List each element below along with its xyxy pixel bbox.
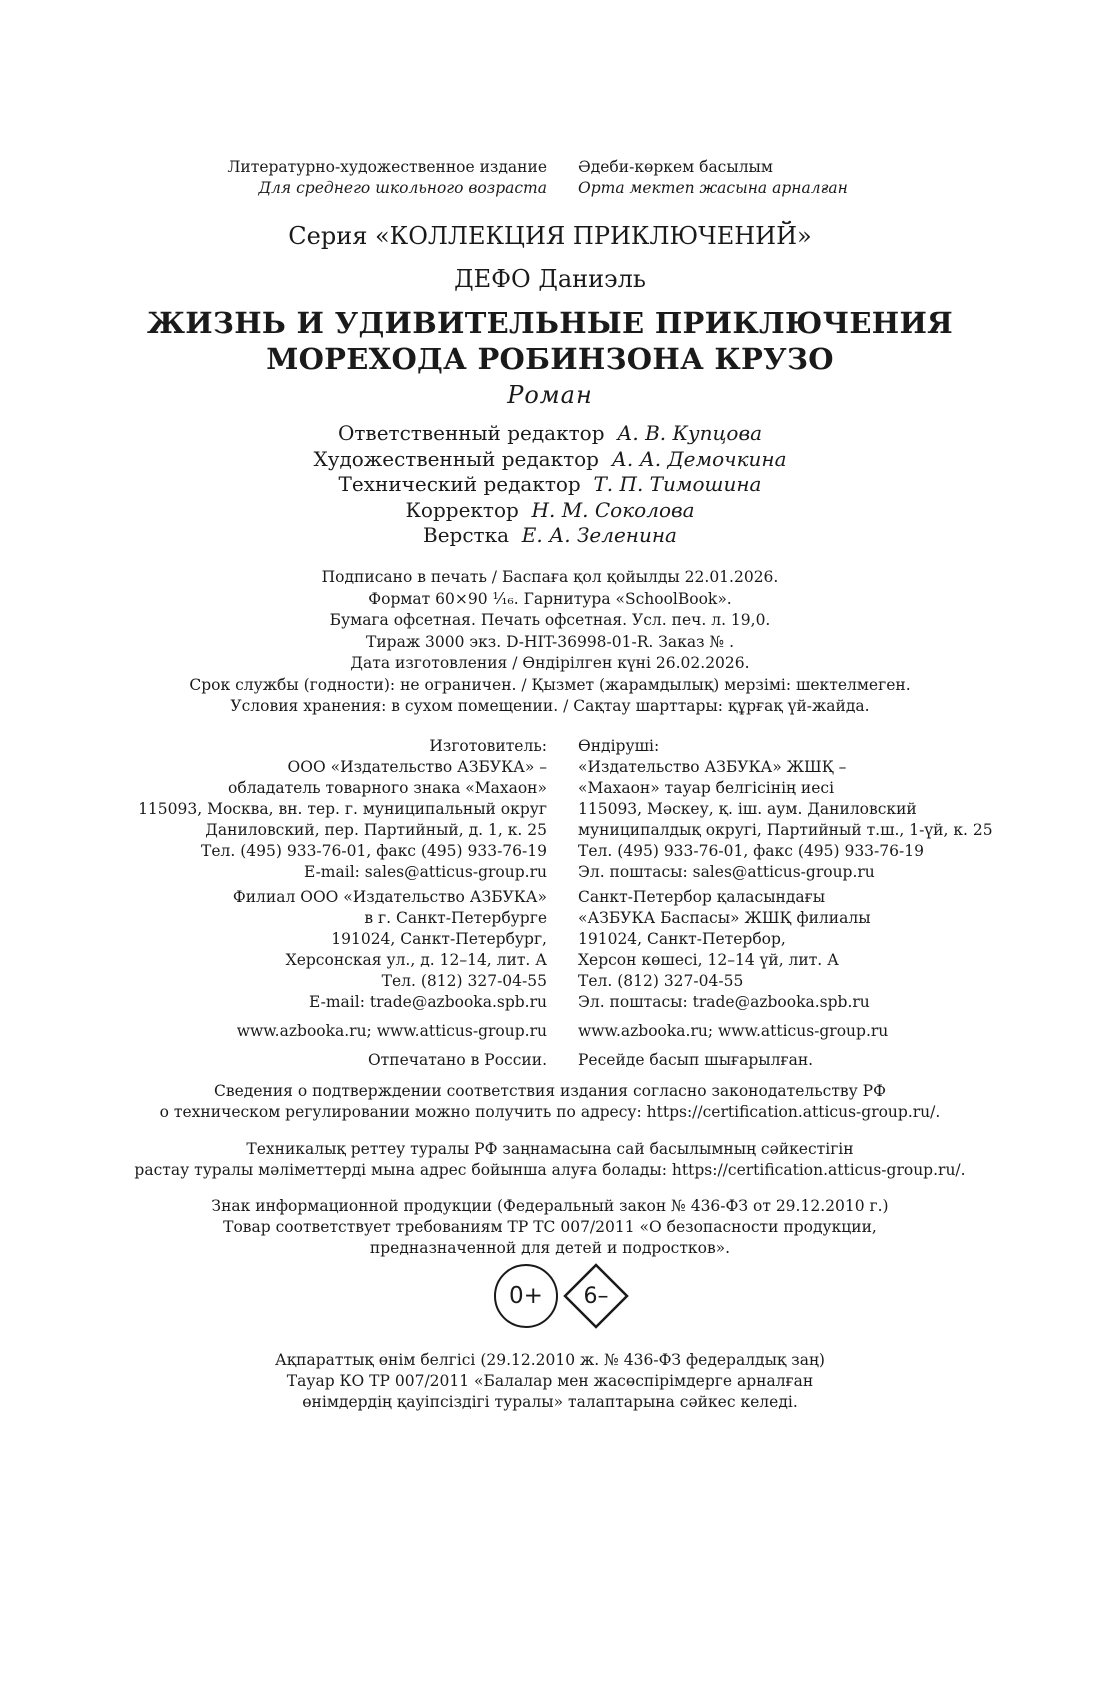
branch-ru-line: E-mail: trade@azbooka.spb.ru	[309, 993, 547, 1011]
age-group-ru: Для среднего школьного возраста	[258, 179, 547, 197]
staff-row	[0, 523, 1100, 549]
printed-in-ru: Отпечатано в России.	[367, 1051, 547, 1069]
staff-person: Н. М. Соколова	[531, 497, 695, 522]
manufacturer-ru-line: обладатель товарного знака «Махаон»	[228, 779, 547, 797]
manufacturer-kz-line: 115093, Мәскеу, қ. іш. аум. Даниловский	[578, 800, 917, 818]
print-info-line: Условия хранения: в сухом помещении. / Сақтау шарттары: құрғақ үй-жайда.	[230, 697, 870, 715]
info-product-ru-line: Товар соответствует требованиям ТР ТС 007/2011 «О безопасности продукции,	[223, 1218, 877, 1236]
manufacturer-kz-line: Эл. поштасы: sales@atticus-group.ru	[578, 863, 875, 881]
branch-kz-line: «АЗБУКА Баспасы» ЖШҚ филиалы	[578, 909, 871, 927]
info-product-kz	[0, 1350, 1100, 1413]
branch-kz-line: Санкт-Петербор қаласындағы	[578, 888, 826, 906]
age-rating-circle-badge	[494, 1264, 558, 1328]
branch-ru-line: в г. Санкт-Петербурге	[364, 909, 547, 927]
staff-row	[0, 421, 1100, 447]
print-info	[0, 567, 1100, 718]
header-right	[578, 157, 848, 199]
age-group-kz: Орта мектеп жасына арналған	[578, 179, 848, 197]
branch-kz-line: 191024, Санкт-Петербор,	[578, 930, 786, 948]
info-product-kz-line: өнімдердің қауіпсіздігі туралы» талаптарына сәйкес келеді.	[302, 1393, 798, 1411]
manufacturer-ru-line: E-mail: sales@atticus-group.ru	[303, 863, 547, 881]
staff-role: Технический редактор	[338, 472, 581, 496]
branch-ru-line: 191024, Санкт-Петербург,	[331, 930, 547, 948]
print-info-line: Бумага офсетная. Печать офсетная. Усл. печ. л. 19,0.	[329, 611, 771, 629]
header-left	[227, 157, 547, 199]
manufacturer-kz-line: «Махаон» тауар белгісінің иесі	[578, 779, 835, 797]
book-title	[0, 305, 1100, 377]
series-name: Серия «КОЛЛЕКЦИЯ ПРИКЛЮЧЕНИЙ»	[288, 222, 812, 250]
manufacturer-ru-line: Тел. (495) 933-76-01, факс (495) 933-76-19	[201, 842, 547, 860]
branch-kz-line: Тел. (812) 327-04-55	[578, 972, 744, 990]
staff-list	[0, 421, 1100, 549]
staff-role: Художественный редактор	[313, 446, 599, 471]
branch-ru	[233, 887, 547, 1013]
websites-ru: www.azbooka.ru; www.atticus-group.ru	[236, 1022, 547, 1040]
staff-row	[0, 498, 1100, 524]
manufacturer-kz-line: «Издательство АЗБУКА» ЖШҚ –	[578, 758, 847, 776]
staff-person: А. В. Купцова	[617, 421, 763, 445]
manufacturer-kz-line: Өндіруші:	[578, 737, 660, 755]
staff-row	[0, 447, 1100, 473]
print-info-line: Подписано в печать / Баспаға қол қойылды 22.01.2026.	[321, 568, 779, 586]
manufacturer-ru	[138, 736, 547, 883]
info-product-ru-line: предназначенной для детей и подростков».	[369, 1239, 731, 1257]
print-info-line: Тираж 3000 экз. D-HIT-36998-01-R. Заказ № .	[366, 632, 734, 651]
genre: Роман	[507, 381, 593, 409]
branch-ru-line: Филиал ООО «Издательство АЗБУКА»	[232, 888, 547, 906]
manufacturer-ru-line: ООО «Издательство АЗБУКА» –	[287, 758, 547, 776]
info-product-kz-line: Ақпараттық өнім белгісі (29.12.2010 ж. № 436-ФЗ федералдық заң)	[275, 1351, 825, 1369]
manufacturer-kz-line: муниципалдық округі, Партийный т.ш., 1-үй, к. 25	[578, 821, 993, 839]
edition-type-ru: Литературно-художественное издание	[227, 158, 547, 176]
branch-kz-line: Эл. поштасы: trade@azbooka.spb.ru	[578, 993, 870, 1011]
staff-role: Ответственный редактор	[337, 421, 605, 445]
age-badges	[494, 1262, 634, 1332]
manufacturer-ru-line: Даниловский, пер. Партийный, д. 1, к. 25	[205, 821, 547, 839]
certification-ru	[0, 1081, 1100, 1123]
staff-person: Е. А. Зеленина	[521, 523, 677, 547]
manufacturer-kz	[578, 736, 993, 883]
age-rating-diamond-badge	[562, 1262, 630, 1330]
staff-role: Корректор	[405, 497, 519, 522]
branch-ru-line: Тел. (812) 327-04-55	[381, 972, 547, 990]
print-info-line: Срок службы (годности): не ограничен. / Қызмет (жарамдылық) мерзімі: шектелмеген.	[189, 675, 911, 694]
info-product-kz-line: Тауар КО ТР 007/2011 «Балалар мен жасөспірімдерге арналған	[286, 1372, 814, 1390]
manufacturer-ru-line: 115093, Москва, вн. тер. г. муниципальный округ	[138, 800, 547, 818]
manufacturer-kz-line: Тел. (495) 933-76-01, факс (495) 933-76-19	[578, 842, 924, 860]
book-title-line-1: ЖИЗНЬ И УДИВИТЕЛЬНЫЕ ПРИКЛЮЧЕНИЯ	[146, 306, 954, 340]
staff-person: Т. П. Тимошина	[593, 472, 762, 496]
staff-person: А. А. Демочкина	[611, 446, 787, 471]
certification-kz-line: растау туралы мәліметтерді мына адрес бойынша алуға болады: https://certification.atticus-group.ru/.	[134, 1161, 966, 1179]
staff-row	[0, 472, 1100, 498]
print-info-line: Дата изготовления / Өндірілген күні 26.02.2026.	[350, 654, 750, 672]
certification-ru-line: Сведения о подтверждении соответствия издания согласно законодательству РФ	[214, 1082, 886, 1100]
branch-kz-line: Херсон көшесі, 12–14 үй, лит. А	[578, 951, 839, 969]
book-title-line-2: МОРЕХОДА РОБИНЗОНА КРУЗО	[266, 342, 834, 376]
edition-type-kz: Әдеби-көркем басылым	[578, 158, 773, 176]
branch-kz	[578, 887, 871, 1013]
websites-kz: www.azbooka.ru; www.atticus-group.ru	[578, 1022, 889, 1040]
info-product-ru-line: Знак информационной продукции (Федеральный закон № 436-ФЗ от 29.12.2010 г.)	[211, 1197, 889, 1215]
certification-kz-line: Техникалық реттеу туралы РФ заңнамасына сай басылымның сәйкестігін	[246, 1140, 854, 1158]
branch-ru-line: Херсонская ул., д. 12–14, лит. А	[285, 951, 547, 969]
certification-ru-line: о техническом регулировании можно получить по адресу: https://certification.atticus-group.ru/.	[159, 1103, 941, 1121]
printed-in-kz: Ресейде басып шығарылған.	[578, 1051, 814, 1069]
staff-role: Верстка	[423, 523, 510, 547]
print-info-line: Формат 60×90 ¹⁄₁₆. Гарнитура «SchoolBook».	[368, 589, 732, 608]
age-rating-label: 0+	[509, 1283, 543, 1309]
age-rating-diamond-label: 6–	[583, 1283, 609, 1309]
manufacturer-ru-line: Изготовитель:	[429, 737, 547, 755]
info-product-ru	[0, 1196, 1100, 1259]
certification-kz	[0, 1139, 1100, 1181]
author-name: ДЕФО Даниэль	[454, 265, 646, 293]
